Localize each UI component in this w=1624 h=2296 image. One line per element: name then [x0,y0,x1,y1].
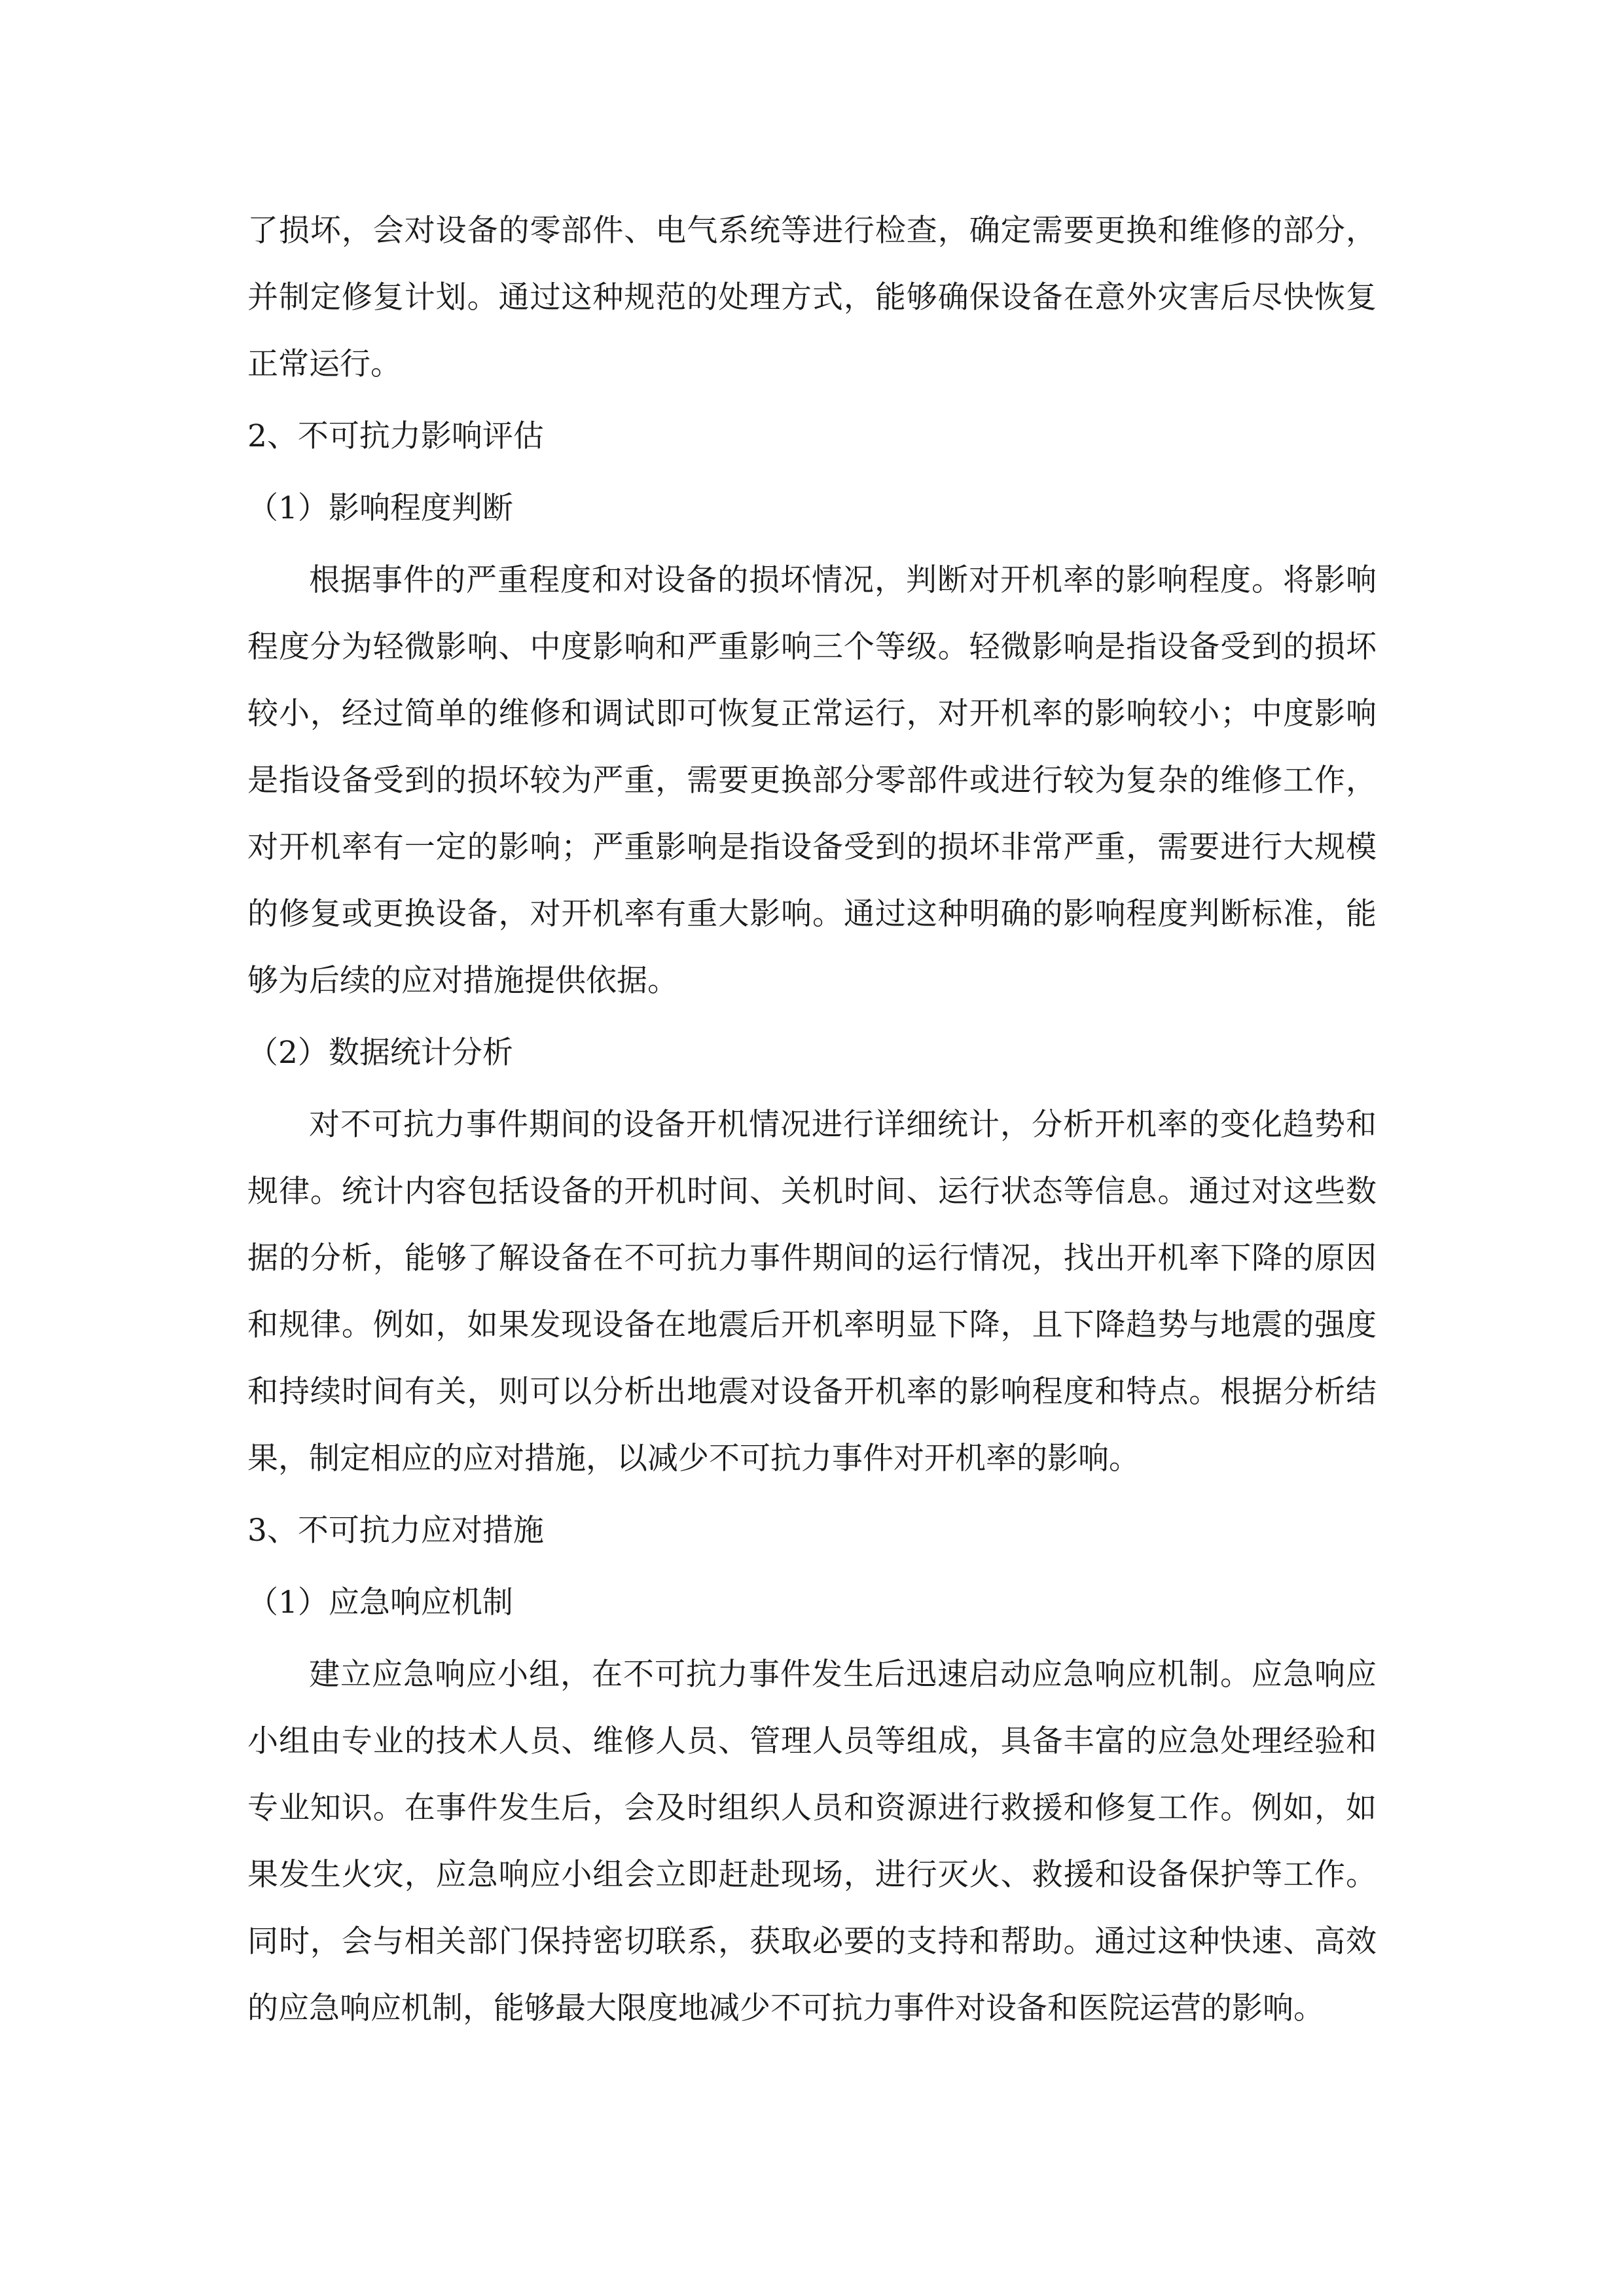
paragraph-emergency-response: 建立应急响应小组，在不可抗力事件发生后迅速启动应急响应机制。应急响应小组由专业的技术人员、维修人员、管理人员等组成，具备丰富的应急处理经验和专业知识。在事件发生后，会及时组织人员和资源进行救援和修复工作。例如，如果发生火灾，应急响应小组会立即赶赴现场，进行灭火、救援和设备保护等工作。同时，会与相关部门保持密切联系，获取必要的支持和帮助。通过这种快速、高效的应急响应机制，能够最大限度地减少不可抗力事件对设备和医院运营的影响。 [247,1657,1377,2026]
subsection-heading-2-1: （1）影响程度判断 [247,490,513,526]
subsection-heading-3-1: （1）应急响应机制 [247,1585,513,1621]
section-heading-2: 2、不可抗力影响评估 [247,418,544,454]
paragraph-impact-level: 根据事件的严重程度和对设备的损坏情况，判断对开机率的影响程度。将影响程度分为轻微影响、中度影响和严重影响三个等级。轻微影响是指设备受到的损坏较小，经过简单的维修和调试即可恢复正常运行，对开机率的影响较小；中度影响是指设备受到的损坏较为严重，需要更换部分零部件或进行较为复杂的维修工作，对开机率有一定的影响；严重影响是指设备受到的损坏非常严重，需要进行大规模的修复或更换设备，对开机率有重大影响。通过这种明确的影响程度判断标准，能够为后续的应对措施提供依据。 [247,562,1377,999]
section-heading-3: 3、不可抗力应对措施 [247,1513,544,1549]
document-page [247,198,1377,2047]
paragraph-continued: 了损坏，会对设备的零部件、电气系统等进行检查，确定需要更换和维修的部分，并制定修复计划。通过这种规范的处理方式，能够确保设备在意外灾害后尽快恢复正常运行。 [247,213,1377,382]
paragraph-data-analysis: 对不可抗力事件期间的设备开机情况进行详细统计，分析开机率的变化趋势和规律。统计内容包括设备的开机时间、关机时间、运行状态等信息。通过对这些数据的分析，能够了解设备在不可抗力事件期间的运行情况，找出开机率下降的原因和规律。例如，如果发现设备在地震后开机率明显下降，且下降趋势与地震的强度和持续时间有关，则可以分析出地震对设备开机率的影响程度和特点。根据分析结果，制定相应的应对措施，以减少不可抗力事件对开机率的影响。 [247,1107,1377,1477]
subsection-heading-2-2: （2）数据统计分析 [247,1035,513,1071]
